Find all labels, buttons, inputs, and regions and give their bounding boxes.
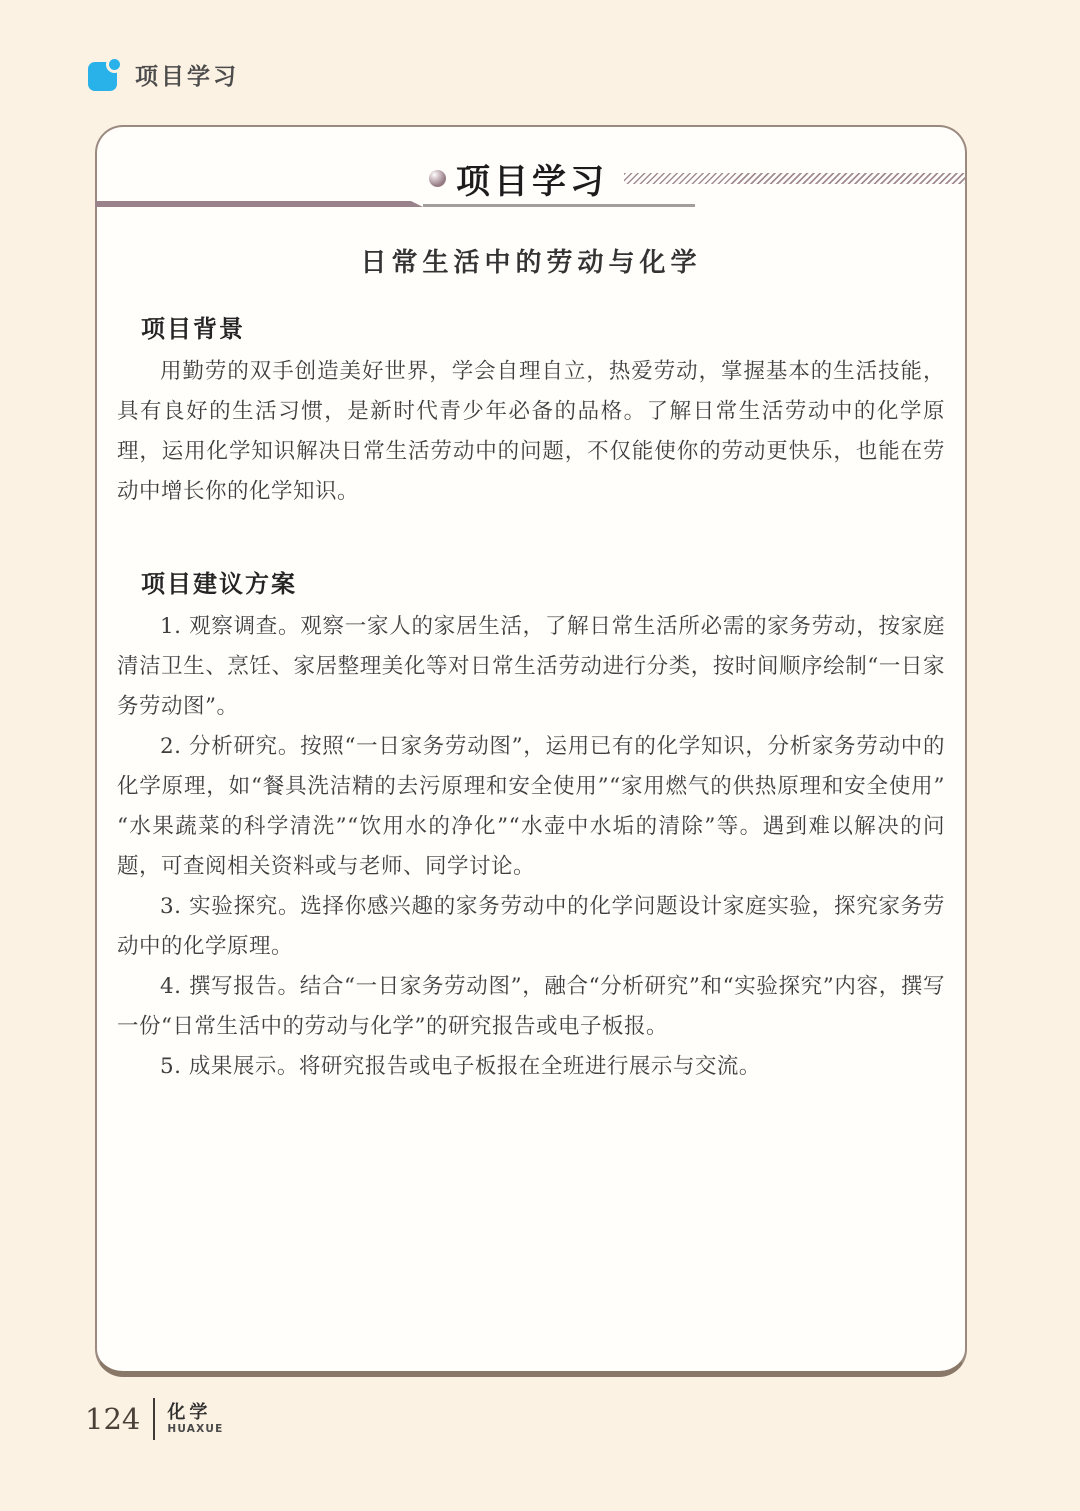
book-label	[167, 1403, 223, 1436]
banner-title: 项目学习	[456, 161, 608, 202]
content-card	[95, 125, 967, 1377]
book-title: 化学	[167, 1401, 212, 1423]
footer-divider	[153, 1398, 155, 1440]
running-header-label: 项目学习	[135, 63, 239, 90]
banner-underline	[95, 201, 695, 208]
banner-underline-thin	[423, 204, 695, 207]
note-icon-dot	[106, 56, 123, 73]
section-heading-plan: 项目建议方案	[141, 570, 297, 598]
section-banner	[117, 157, 945, 202]
background-paragraph: 用勤劳的双手创造美好世界，学会自理自立，热爱劳动，掌握基本的生活技能，具有良好的生活习惯，是新时代青少年必备的品格。了解日常生活劳动中的化学原理，运用化学知识解决日常生活劳动中的问题，不仅能使你的劳动更快乐，也能在劳动中增长你的化学知识。	[117, 359, 945, 504]
page-title: 日常生活中的劳动与化学	[360, 248, 702, 278]
page-number: 124	[85, 1402, 141, 1436]
page-footer	[85, 1398, 223, 1440]
bead-icon	[429, 170, 446, 187]
hatch-lines-decoration	[624, 173, 965, 184]
section-heading-background: 项目背景	[141, 315, 245, 343]
plan-item-4: 4. 撰写报告。结合“一日家务劳动图”，融合“分析研究”和“实验探究”内容，撰写一份“日常生活中的劳动与化学”的研究报告或电子板报。	[117, 974, 945, 1039]
plan-item-2: 2. 分析研究。按照“一日家务劳动图”，运用已有的化学知识，分析家务劳动中的化学原理，如“餐具洗洁精的去污原理和安全使用”“家用燃气的供热原理和安全使用”“水果蔬菜的科学清洗”“饮用水的净化”“水壶中水垢的清除”等。遇到难以解决的问题，可查阅相关资料或与老师、同学讨论。	[117, 734, 945, 879]
note-icon	[88, 56, 124, 92]
book-title-pinyin: HUAXUE	[167, 1422, 224, 1435]
banner-underline-thick	[95, 201, 423, 207]
plan-item-3: 3. 实验探究。选择你感兴趣的家务劳动中的化学问题设计家庭实验，探究家务劳动中的化学原理。	[117, 894, 945, 959]
plan-item-5: 5. 成果展示。将研究报告或电子板报在全班进行展示与交流。	[160, 1054, 761, 1079]
plan-item-1: 1. 观察调查。观察一家人的家居生活，了解日常生活所必需的家务劳动，按家庭清洁卫生、烹饪、家居整理美化等对日常生活劳动进行分类，按时间顺序绘制“一日家务劳动图”。	[117, 614, 945, 719]
running-header	[88, 56, 239, 92]
